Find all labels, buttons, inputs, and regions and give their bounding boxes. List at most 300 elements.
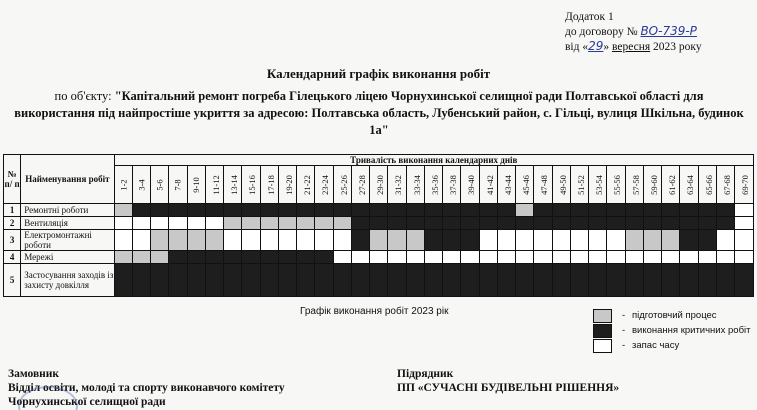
schedule-cell [589,204,607,217]
schedule-cell [151,204,169,217]
schedule-cell [570,204,588,217]
day-label: 61-62 [666,174,677,195]
schedule-cell [625,264,643,297]
day-label: 29-30 [374,174,385,195]
schedule-cell [698,230,716,251]
schedule-cell [242,251,260,264]
customer-line1: Відділ освіти, молоді та спорту виконавчого комітету [8,382,285,394]
schedule-cell [260,264,278,297]
schedule-cell [114,204,132,217]
day-label: 67-68 [721,174,732,195]
date-mid: » [603,41,613,53]
day-label: 9-10 [191,176,202,193]
schedule-cell [169,204,187,217]
schedule-cell [406,264,424,297]
schedule-row [4,217,754,230]
day-label: 45-46 [520,174,531,195]
schedule-cell [151,217,169,230]
day-label: 17-18 [265,174,276,195]
schedule-cell [424,264,442,297]
contract-day: 29 [588,39,604,53]
schedule-cell [260,251,278,264]
day-header [534,166,552,204]
schedule-cell [497,217,515,230]
schedule-cell [516,251,534,264]
customer-line2: Чорнухинської селищної ради [8,396,166,408]
day-label: 43-44 [502,174,513,195]
schedule-cell [132,217,150,230]
schedule-cell [461,230,479,251]
schedule-cell [388,204,406,217]
legend-dash: - [622,325,626,336]
contract-month: вересня [612,41,651,53]
day-label: 65-66 [703,174,714,195]
schedule-cell [643,251,661,264]
schedule-cell [388,251,406,264]
schedule-cell [680,204,698,217]
legend-swatch [593,339,612,353]
legend-label: виконання критичних робіт [632,325,751,336]
legend-label: запас часу [632,340,680,351]
schedule-cell [479,264,497,297]
schedule-cell [607,217,625,230]
schedule-cell [132,251,150,264]
schedule-cell [315,204,333,217]
day-header [424,166,442,204]
schedule-cell [662,204,680,217]
schedule-cell [443,217,461,230]
schedule-cell [370,264,388,297]
day-header [169,166,187,204]
day-header [388,166,406,204]
day-label: 63-64 [685,174,696,195]
day-header [589,166,607,204]
schedule-cell [607,230,625,251]
contractor-role: Підрядник [397,368,454,380]
legend-item [593,308,750,323]
schedule-cell [151,230,169,251]
schedule-cell [132,204,150,217]
schedule-cell [552,204,570,217]
day-label: 15-16 [247,174,258,195]
schedule-cell [497,264,515,297]
schedule-cell [570,251,588,264]
col-duration-header: Тривалість виконання календарних днів [114,155,753,166]
schedule-cell [260,204,278,217]
schedule-cell [315,251,333,264]
schedule-cell [169,264,187,297]
object-description [14,88,744,139]
schedule-cell [443,264,461,297]
schedule-cell [224,264,242,297]
schedule-cell [570,264,588,297]
schedule-cell [260,217,278,230]
schedule-cell [187,217,205,230]
schedule-cell [625,230,643,251]
legend-dash: - [622,310,626,321]
day-label: 5-6 [154,178,165,191]
schedule-cell [406,204,424,217]
col-name-header: Найменування робіт [21,155,114,204]
day-header [680,166,698,204]
day-header [114,166,132,204]
schedule-cell [716,230,734,251]
schedule-row [4,264,754,297]
schedule-cell [297,251,315,264]
schedule-cell [351,230,369,251]
contract-number-line [565,24,702,39]
day-header [297,166,315,204]
day-header [497,166,515,204]
day-header [205,166,223,204]
day-header [351,166,369,204]
schedule-cell [735,264,754,297]
annex-title: Додаток 1 [565,11,614,23]
work-name: Вентиляція [21,217,114,230]
schedule-cell [187,204,205,217]
schedule-cell [552,251,570,264]
schedule-cell [169,217,187,230]
schedule-cell [351,217,369,230]
day-label: 13-14 [228,174,239,195]
schedule-cell [497,204,515,217]
schedule-cell [735,230,754,251]
schedule-cell [680,217,698,230]
legend-item [593,338,750,353]
schedule-cell [625,251,643,264]
contract-number: ВО-739-Р [640,24,697,38]
schedule-cell [388,230,406,251]
schedule-cell [205,230,223,251]
schedule-cell [516,230,534,251]
schedule-cell [333,251,351,264]
schedule-cell [643,217,661,230]
schedule-cell [224,217,242,230]
schedule-cell [625,217,643,230]
day-label: 7-8 [172,178,183,191]
day-header [643,166,661,204]
day-label: 47-48 [539,174,550,195]
schedule-cell [589,230,607,251]
schedule-cell [315,217,333,230]
schedule-cell [552,230,570,251]
schedule-cell [607,264,625,297]
day-header [315,166,333,204]
schedule-cell [278,217,296,230]
schedule-cell [570,230,588,251]
schedule-cell [680,264,698,297]
schedule-cell [370,230,388,251]
schedule-cell [424,251,442,264]
schedule-cell [461,204,479,217]
schedule-cell [114,230,132,251]
schedule-cell [187,264,205,297]
schedule-cell [406,217,424,230]
day-header [662,166,680,204]
contract-date-line [565,39,702,54]
schedule-cell [224,251,242,264]
schedule-cell [424,204,442,217]
schedule-cell [716,217,734,230]
schedule-cell [224,204,242,217]
date-prefix: від « [565,41,589,53]
schedule-cell [662,264,680,297]
schedule-cell [735,217,754,230]
contractor-block [397,367,619,395]
day-header [735,166,754,204]
legend-swatch [593,309,612,323]
schedule-cell [589,264,607,297]
schedule-cell [534,217,552,230]
schedule-cell [735,204,754,217]
schedule-cell [479,251,497,264]
schedule-cell [716,251,734,264]
schedule-cell [297,230,315,251]
schedule-cell [443,204,461,217]
col-num-header: № п/ п [4,155,21,204]
schedule-cell [187,251,205,264]
schedule-cell [114,217,132,230]
schedule-cell [297,264,315,297]
schedule-cell [589,217,607,230]
schedule-cell [698,251,716,264]
work-name: Застосування заходів із захисту довкілля [21,264,114,297]
row-number: 5 [4,264,21,297]
schedule-cell [114,251,132,264]
schedule-cell [132,230,150,251]
schedule-cell [132,264,150,297]
schedule-cell [716,204,734,217]
schedule-cell [698,264,716,297]
schedule-cell [461,251,479,264]
schedule-cell [351,204,369,217]
chart-caption: Графік виконання робіт 2023 рік [300,306,449,317]
row-number: 1 [4,204,21,217]
schedule-cell [534,204,552,217]
day-header [370,166,388,204]
schedule-cell [388,217,406,230]
day-header [406,166,424,204]
schedule-cell [242,217,260,230]
day-label: 37-38 [447,174,458,195]
schedule-cell [205,217,223,230]
schedule-cell [534,264,552,297]
schedule-cell [443,230,461,251]
schedule-row [4,204,754,217]
schedule-cell [260,230,278,251]
schedule-cell [516,217,534,230]
schedule-cell [643,264,661,297]
work-name: Мережі [21,251,114,264]
legend [593,308,750,353]
contractor-line1: ПП «СУЧАСНІ БУДІВЕЛЬНІ РІШЕННЯ» [397,382,620,394]
schedule-cell [297,217,315,230]
schedule-cell [370,204,388,217]
schedule-cell [479,204,497,217]
day-header [516,166,534,204]
day-label: 57-58 [630,174,641,195]
schedule-cell [424,217,442,230]
object-prefix: по об'єкту: [54,89,115,103]
day-header [242,166,260,204]
day-header [187,166,205,204]
schedule-cell [497,230,515,251]
contract-prefix: до договору № [565,26,638,38]
schedule-cell [735,251,754,264]
day-header [461,166,479,204]
schedule-cell [278,264,296,297]
schedule-cell [680,251,698,264]
schedule-cell [662,230,680,251]
day-header [479,166,497,204]
header-row-days [4,166,754,204]
schedule-cell [333,217,351,230]
schedule-cell [187,230,205,251]
schedule-cell [169,230,187,251]
schedule-cell [278,230,296,251]
legend-label: підготовчий процес [632,310,717,321]
object-text: "Капітальний ремонт погреба Гілецького ліцею Чорнухинської селищної ради Полтавської області для використання під найпростіше укриття за адресою: Полтавська область, Лубенський район, с. Гільці, вулиця Шкільна, будинок 1а" [14,89,744,137]
schedule-cell [406,230,424,251]
schedule-cell [333,264,351,297]
day-header [151,166,169,204]
work-name: Електромонтажні роботи [21,230,114,251]
day-label: 3-4 [136,178,147,191]
schedule-cell [443,251,461,264]
schedule-row [4,251,754,264]
day-header [132,166,150,204]
schedule-cell [242,264,260,297]
schedule-cell [114,264,132,297]
schedule-cell [297,204,315,217]
schedule-cell [205,264,223,297]
day-header [716,166,734,204]
schedule-cell [278,251,296,264]
schedule-cell [351,264,369,297]
day-label: 55-56 [612,174,623,195]
schedule-cell [552,264,570,297]
schedule-cell [497,251,515,264]
schedule-cell [662,217,680,230]
day-label: 33-34 [411,174,422,195]
day-label: 25-26 [338,174,349,195]
schedule-cell [625,204,643,217]
day-label: 27-28 [356,174,367,195]
schedule-cell [224,230,242,251]
day-label: 51-52 [575,174,586,195]
schedule-cell [370,217,388,230]
day-label: 39-40 [466,174,477,195]
day-label: 1-2 [118,178,129,191]
schedule-cell [534,230,552,251]
row-number: 2 [4,217,21,230]
schedule-cell [205,204,223,217]
day-label: 31-32 [393,174,404,195]
legend-dash: - [622,340,626,351]
day-header [224,166,242,204]
schedule-cell [607,251,625,264]
schedule-cell [333,204,351,217]
legend-swatch [593,324,612,338]
day-label: 69-70 [739,174,750,195]
day-header [607,166,625,204]
schedule-row [4,230,754,251]
day-header [333,166,351,204]
schedule-cell [278,204,296,217]
header-row-top [4,155,754,166]
schedule-cell [315,264,333,297]
document-title: Календарний графік виконання робіт [266,66,491,81]
day-label: 41-42 [484,174,495,195]
schedule-cell [716,264,734,297]
schedule-cell [680,230,698,251]
schedule-cell [479,217,497,230]
schedule-cell [205,251,223,264]
schedule-cell [169,251,187,264]
schedule-cell [151,251,169,264]
date-suffix: 2023 року [650,41,702,53]
schedule-cell [242,230,260,251]
day-header [552,166,570,204]
schedule-cell [406,251,424,264]
schedule-cell [607,204,625,217]
schedule-cell [662,251,680,264]
schedule-cell [570,217,588,230]
schedule-table [3,154,754,297]
row-number: 3 [4,230,21,251]
schedule-cell [333,230,351,251]
schedule-cell [643,230,661,251]
schedule-cell [370,251,388,264]
annex-block [565,10,702,54]
schedule-cell [643,204,661,217]
day-header [278,166,296,204]
day-label: 19-20 [283,174,294,195]
schedule-cell [698,217,716,230]
schedule-cell [461,264,479,297]
day-label: 53-54 [593,174,604,195]
schedule-cell [151,264,169,297]
day-header [260,166,278,204]
day-header [625,166,643,204]
day-header [443,166,461,204]
day-label: 11-12 [210,174,221,195]
day-header [698,166,716,204]
schedule-cell [479,230,497,251]
schedule-cell [698,204,716,217]
legend-item [593,323,750,338]
customer-role: Замовник [8,368,60,380]
row-number: 4 [4,251,21,264]
schedule-cell [242,204,260,217]
day-label: 49-50 [557,174,568,195]
schedule-cell [424,230,442,251]
day-label: 23-24 [320,174,331,195]
schedule-cell [516,264,534,297]
schedule-cell [534,251,552,264]
day-label: 35-36 [429,174,440,195]
schedule-cell [589,251,607,264]
schedule-cell [351,251,369,264]
day-header [570,166,588,204]
day-label: 59-60 [648,174,659,195]
work-name: Ремонтні роботи [21,204,114,217]
schedule-cell [552,217,570,230]
schedule-cell [516,204,534,217]
schedule-cell [388,264,406,297]
day-label: 21-22 [301,174,312,195]
schedule-cell [461,217,479,230]
